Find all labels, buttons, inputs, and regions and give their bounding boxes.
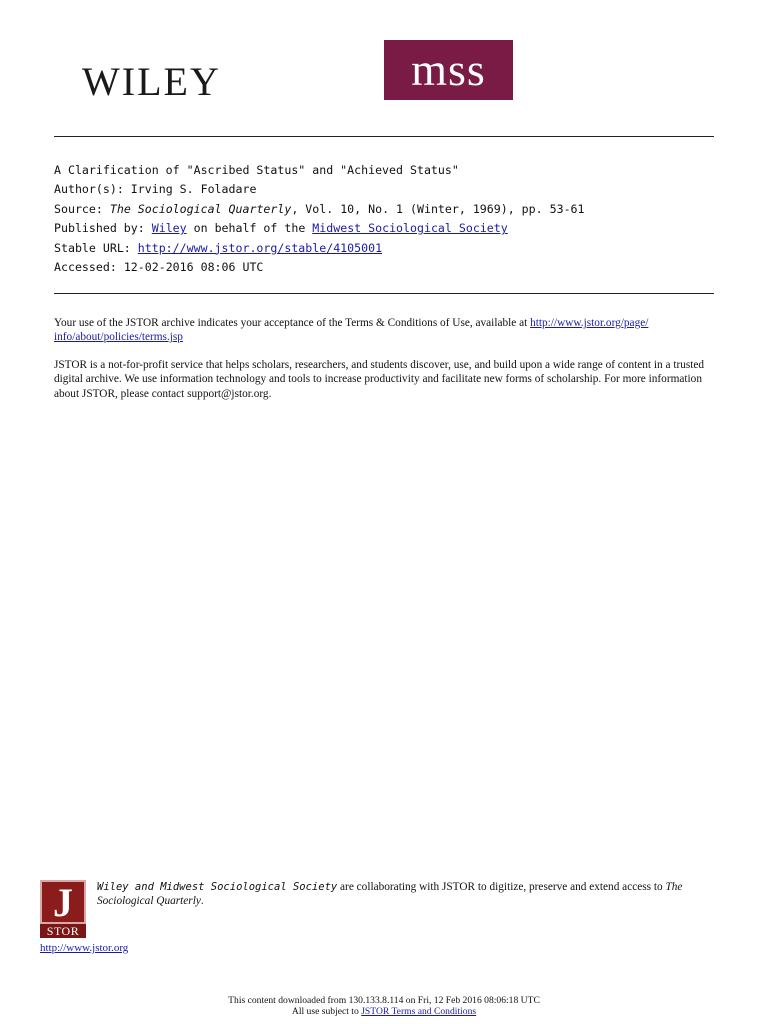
mss-logo-text: mss (411, 44, 486, 95)
download-footer (0, 995, 768, 1018)
source-label: Source: (54, 201, 103, 216)
mss-logo (384, 40, 513, 100)
use-notice (0, 1006, 768, 1017)
collab-partners: Wiley and Midwest Sociological Society (97, 881, 338, 893)
jstor-info-paragraph: JSTOR is a not-for-profit service that helps scholars, researchers, and students discover, use, and build upon a wide range of content in a trusted digital archive. We use information technology and tools to increase productivity and facilitate new forms of scholarship. For more information about JSTOR, please contact support@jstor.org. (54, 359, 705, 400)
collaboration-statement (97, 880, 697, 908)
stable-url-label: Stable URL: (54, 240, 131, 255)
author-row (54, 180, 714, 199)
jstor-home-link[interactable]: http://www.jstor.org (40, 942, 129, 954)
publisher-link[interactable]: Wiley (151, 221, 187, 236)
author-label: Author(s): (54, 182, 124, 197)
accessed-date: 12-02-2016 08:06 UTC (123, 260, 264, 275)
top-divider (54, 136, 714, 137)
on-behalf-text: on behalf of the (193, 221, 306, 236)
source-row (54, 200, 714, 219)
collab-end: . (200, 895, 204, 908)
accessed-label: Accessed: (54, 260, 117, 275)
jstor-logo (40, 880, 86, 938)
terms-paragraph (54, 316, 714, 345)
publisher-row (54, 219, 714, 238)
collab-text: are collaborating with JSTOR to digitize, preserve and extend access to (340, 881, 663, 893)
citation-block (54, 161, 714, 277)
mid-divider (54, 293, 714, 294)
society-link[interactable]: Midwest Sociological Society (312, 221, 508, 236)
journal-title: The Sociological Quarterly (109, 201, 292, 216)
stable-url-link[interactable]: http://www.jstor.org/stable/4105001 (137, 240, 383, 255)
download-notice: This content downloaded from 130.133.8.114 on Fri, 12 Feb 2016 08:06:18 UTC (228, 995, 540, 1006)
published-label: Published by: (54, 221, 145, 236)
article-title: A Clarification of "Ascribed Status" and "Achieved Status" (54, 163, 459, 177)
author-name: Irving S. Foladare (130, 182, 257, 197)
terms-link-part1[interactable]: http://www.jstor.org/page/ (530, 317, 649, 329)
jstor-terms-link[interactable]: JSTOR Terms and Conditions (361, 1006, 477, 1018)
wiley-logo: WILEY (82, 59, 221, 104)
source-details: , Vol. 10, No. 1 (Winter, 1969), pp. 53-61 (291, 201, 585, 216)
terms-text: Your use of the JSTOR archive indicates your acceptance of the Terms & Conditions of Use, available at (54, 317, 528, 329)
terms-link-part2[interactable]: info/about/policies/terms.jsp (54, 331, 183, 344)
use-notice-text: All use subject to (291, 1006, 359, 1018)
jstor-logo-word: STOR (40, 924, 86, 938)
jstor-logo-letter: J (40, 880, 86, 924)
stable-url-row (54, 239, 714, 258)
accessed-row (54, 258, 714, 277)
collab-journal: The Sociological Quarterly (97, 881, 683, 908)
